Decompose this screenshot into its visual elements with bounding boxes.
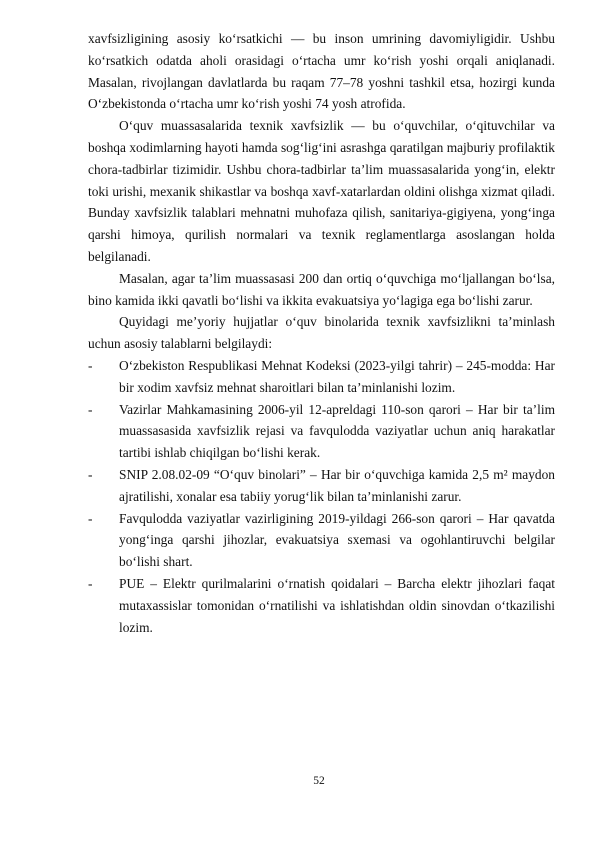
list-item-text: Favqulodda vaziyatlar vazirligining 2019-yildagi 266-son qarori – Har qavatda yong‘inga qarshi jihozlar, evakuatsiya sxemasi va ogohlantiruvchi belgilar bo‘lishi shart. <box>119 510 555 570</box>
page-number: 52 <box>313 775 325 787</box>
paragraph: Masalan, agar ta’lim muassasasi 200 dan ortiq o‘quvchiga mo‘ljallangan bo‘lsa, bino kamida ikki qavatli bo‘lishi va ikkita evakuatsiya yo‘lagiga ega bo‘lishi zarur. <box>88 270 555 308</box>
list-item-text: PUE – Elektr qurilmalarini o‘rnatish qoidalari – Barcha elektr jihozlari faqat mutaxassislar tomonidan o‘rnatilishi va ishlatishdan oldin sinovdan o‘tkazilishi lozim. <box>119 575 555 635</box>
paragraph: Quyidagi me’yoriy hujjatlar o‘quv binolarida texnik xavfsizlikni ta’minlash uchun asosiy talablarni belgilaydi: <box>88 314 555 352</box>
list-item <box>88 508 555 573</box>
list-bullet: - <box>88 575 93 591</box>
paragraph: O‘quv muassasalarida texnik xavfsizlik — bu o‘quvchilar, o‘qituvchilar va boshqa xodimlarning hayoti hamda sog‘lig‘ini asrashga qaratilgan majburiy profilaktik chora-tadbirlar tizimidir. Ushbu chora-tadbirlar ta’lim muassasalarida yong‘in, elektr toki urishi, mexanik shikastlar va boshqa xavf-xatarlardan oldini olishga xizmat qiladi. Bunday xavfsizlik talablari mehnatni muhofaza qilish, sanitariya-gigiyena, yong‘inga qarshi himoya, qurilish normalari va texnik reglamentlarga asoslangan holda belgilanadi. <box>88 118 555 264</box>
list-item-text: Vazirlar Mahkamasining 2006-yil 12-apreldagi 110-son qarori – Har bir ta’lim muassasasida xavfsizlik rejasi va favqulodda vaziyatlar uchun aniq harakatlar tartibi ishlab chiqilgan bo‘lishi kerak. <box>119 401 555 461</box>
list-bullet: - <box>88 357 93 373</box>
list-item <box>88 399 555 464</box>
list-item <box>88 355 555 399</box>
body-text <box>88 28 555 638</box>
list-bullet: - <box>88 510 93 526</box>
paragraph-continued: xavfsizligining asosiy ko‘rsatkichi — bu inson umrining davomiyligidir. Ushbu ko‘rsatkich odatda aholi orasidagi o‘rtacha umr ko‘rish yoshi orqali aniqlanadi. Masalan, rivojlangan davlatlarda bu raqam 77–78 yoshni tashkil etsa, hozirgi kunda O‘zbekistonda o‘rtacha umr ko‘rish yoshi 74 yosh atrofida. <box>88 31 555 112</box>
list-item-text: SNIP 2.08.02-09 “O‘quv binolari” – Har bir o‘quvchiga kamida 2,5 m² maydon ajratilishi, xonalar esa tabiiy yorug‘lik bilan ta’minlanishi zarur. <box>119 466 555 504</box>
list-bullet: - <box>88 401 93 417</box>
list-bullet: - <box>88 466 93 482</box>
list-item <box>88 573 555 638</box>
list-item-text: O‘zbekiston Respublikasi Mehnat Kodeksi (2023-yilgi tahrir) – 245-modda: Har bir xodim xavfsiz mehnat sharoitlari bilan ta’minlanishi lozim. <box>119 357 555 395</box>
list-item <box>88 464 555 508</box>
regulations-list <box>88 355 555 638</box>
